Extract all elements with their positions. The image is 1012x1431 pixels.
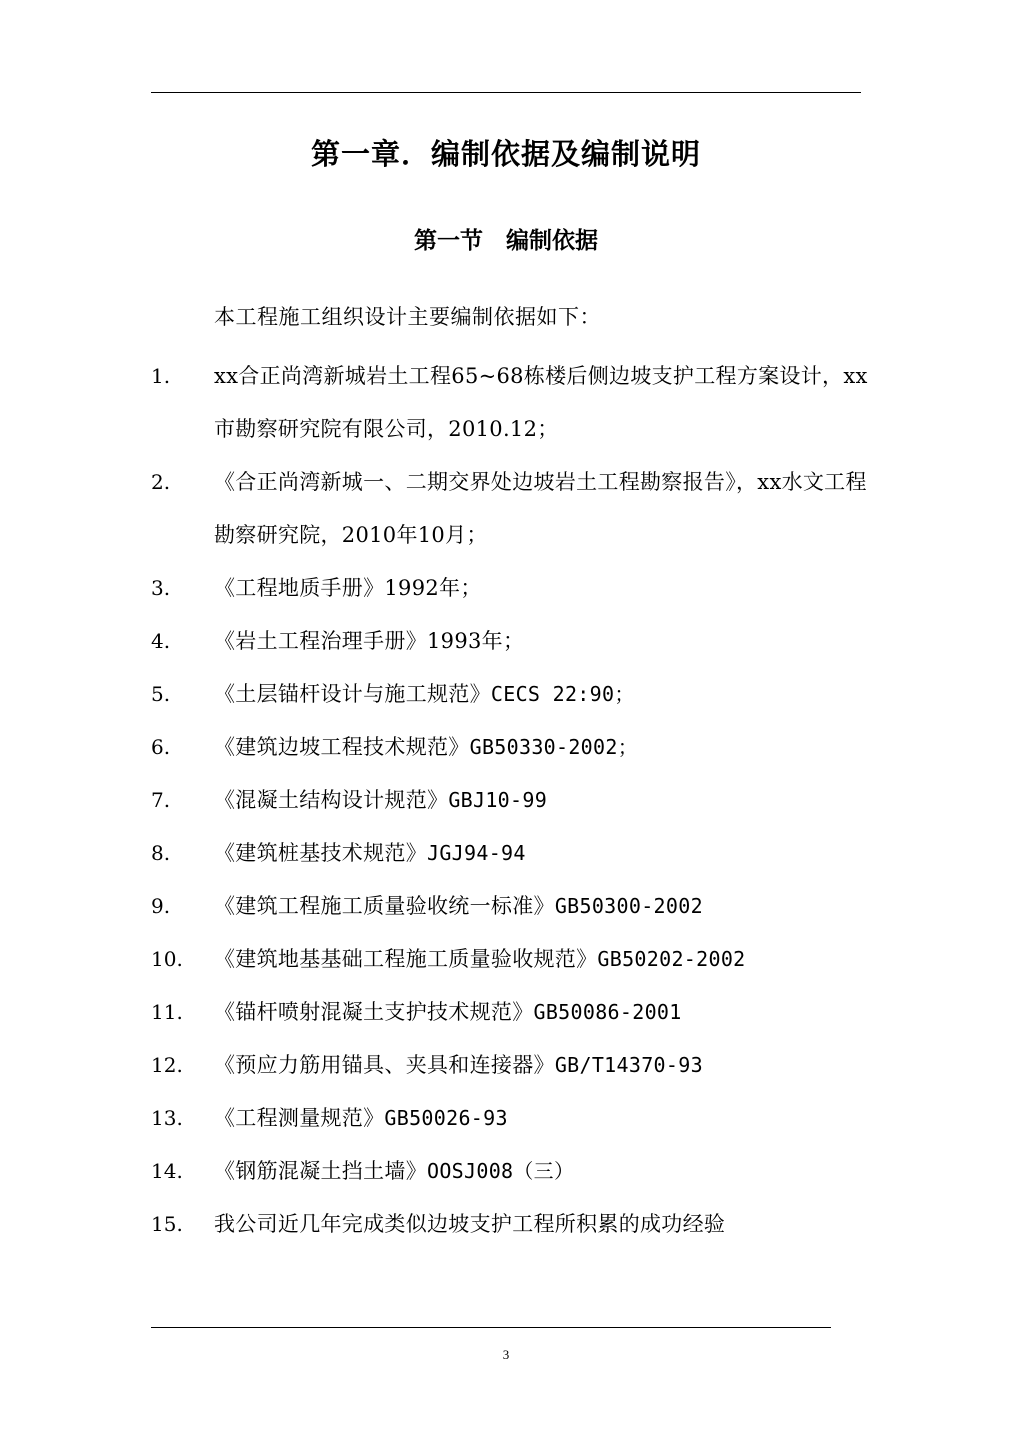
reference-item xyxy=(151,350,871,456)
header-rule xyxy=(151,92,861,93)
reference-number: 2. xyxy=(151,470,171,494)
reference-item xyxy=(151,1092,871,1145)
reference-item xyxy=(151,721,871,774)
reference-item xyxy=(151,1145,871,1198)
reference-text-line xyxy=(214,933,871,986)
reference-text: 《工程地质手册》1992年； xyxy=(214,576,482,600)
reference-text: xx合正尚湾新城岩土工程65~68栋楼后侧边坡支护工程方案设计，xx市勘察研究院有限公司，2010.12； xyxy=(214,364,868,441)
page-number: 3 xyxy=(502,1347,510,1362)
reference-item xyxy=(151,880,871,933)
reference-item xyxy=(151,827,871,880)
reference-number: 15. xyxy=(151,1212,183,1236)
reference-text-line xyxy=(214,1092,871,1145)
reference-item xyxy=(151,668,871,721)
reference-code: GB50086-2001 xyxy=(533,1000,682,1024)
chapter-title: 第一章．编制依据及编制说明 xyxy=(310,137,701,171)
reference-title: 《锚杆喷射混凝土支护技术规范》 xyxy=(214,1000,534,1024)
intro-paragraph: 本工程施工组织设计主要编制依据如下： xyxy=(214,305,601,329)
reference-title: 《工程测量规范》 xyxy=(214,1106,385,1130)
reference-code: GB/T14370-93 xyxy=(554,1053,703,1077)
reference-item xyxy=(151,1039,871,1092)
reference-number: 13. xyxy=(151,1106,183,1130)
reference-text-line xyxy=(214,774,871,827)
reference-code: GB50026-93 xyxy=(384,1106,508,1130)
reference-text: 《岩土工程治理手册》1993年； xyxy=(214,629,525,653)
reference-title: 《钢筋混凝土挡土墙》 xyxy=(214,1159,427,1183)
reference-title: 《建筑边坡工程技术规范》 xyxy=(214,735,470,759)
reference-code: GB50300-2002 xyxy=(554,894,703,918)
reference-number: 14. xyxy=(151,1159,183,1183)
reference-title: 《土层锚杆设计与施工规范》 xyxy=(214,682,491,706)
reference-list xyxy=(151,350,871,1251)
reference-code: OOSJ008（三） xyxy=(427,1159,575,1183)
reference-code: GB50330-2002； xyxy=(469,735,639,759)
reference-text-line xyxy=(214,1145,871,1198)
reference-text: 《合正尚湾新城一、二期交界处边坡岩土工程勘察报告》，xx水文工程勘察研究院，2010年10月； xyxy=(214,470,867,547)
reference-title: 《建筑工程施工质量验收统一标准》 xyxy=(214,894,555,918)
reference-text-line xyxy=(214,986,871,1039)
reference-item xyxy=(151,774,871,827)
reference-title: 《混凝土结构设计规范》 xyxy=(214,788,449,812)
reference-text-line xyxy=(214,668,871,721)
reference-text-line xyxy=(214,827,871,880)
reference-number: 8. xyxy=(151,841,171,865)
reference-number: 4. xyxy=(151,629,171,653)
section-title: 第一节 编制依据 xyxy=(414,228,598,254)
reference-text-line xyxy=(214,721,871,774)
reference-number: 1. xyxy=(151,364,171,388)
reference-text-line xyxy=(214,880,871,933)
reference-text-line xyxy=(214,1039,871,1092)
reference-item xyxy=(151,615,871,668)
reference-number: 3. xyxy=(151,576,171,600)
reference-number: 6. xyxy=(151,735,171,759)
footer-rule xyxy=(151,1327,831,1328)
reference-item xyxy=(151,562,871,615)
reference-item xyxy=(151,456,871,562)
reference-number: 11. xyxy=(151,1000,183,1024)
reference-number: 10. xyxy=(151,947,183,971)
reference-number: 12. xyxy=(151,1053,183,1077)
reference-code: CECS 22:90； xyxy=(490,682,635,706)
reference-number: 5. xyxy=(151,682,171,706)
reference-title: 《建筑地基基础工程施工质量验收规范》 xyxy=(214,947,598,971)
reference-code: GB50202-2002 xyxy=(597,947,746,971)
reference-text: 我公司近几年完成类似边坡支护工程所积累的成功经验 xyxy=(214,1212,726,1236)
reference-number: 9. xyxy=(151,894,171,918)
reference-item xyxy=(151,1198,871,1251)
reference-title: 《建筑桩基技术规范》 xyxy=(214,841,427,865)
reference-item xyxy=(151,933,871,986)
reference-item xyxy=(151,986,871,1039)
reference-title: 《预应力筋用锚具、夹具和连接器》 xyxy=(214,1053,555,1077)
reference-code: GBJ10-99 xyxy=(448,788,548,812)
reference-code: JGJ94-94 xyxy=(427,841,526,865)
reference-number: 7. xyxy=(151,788,171,812)
